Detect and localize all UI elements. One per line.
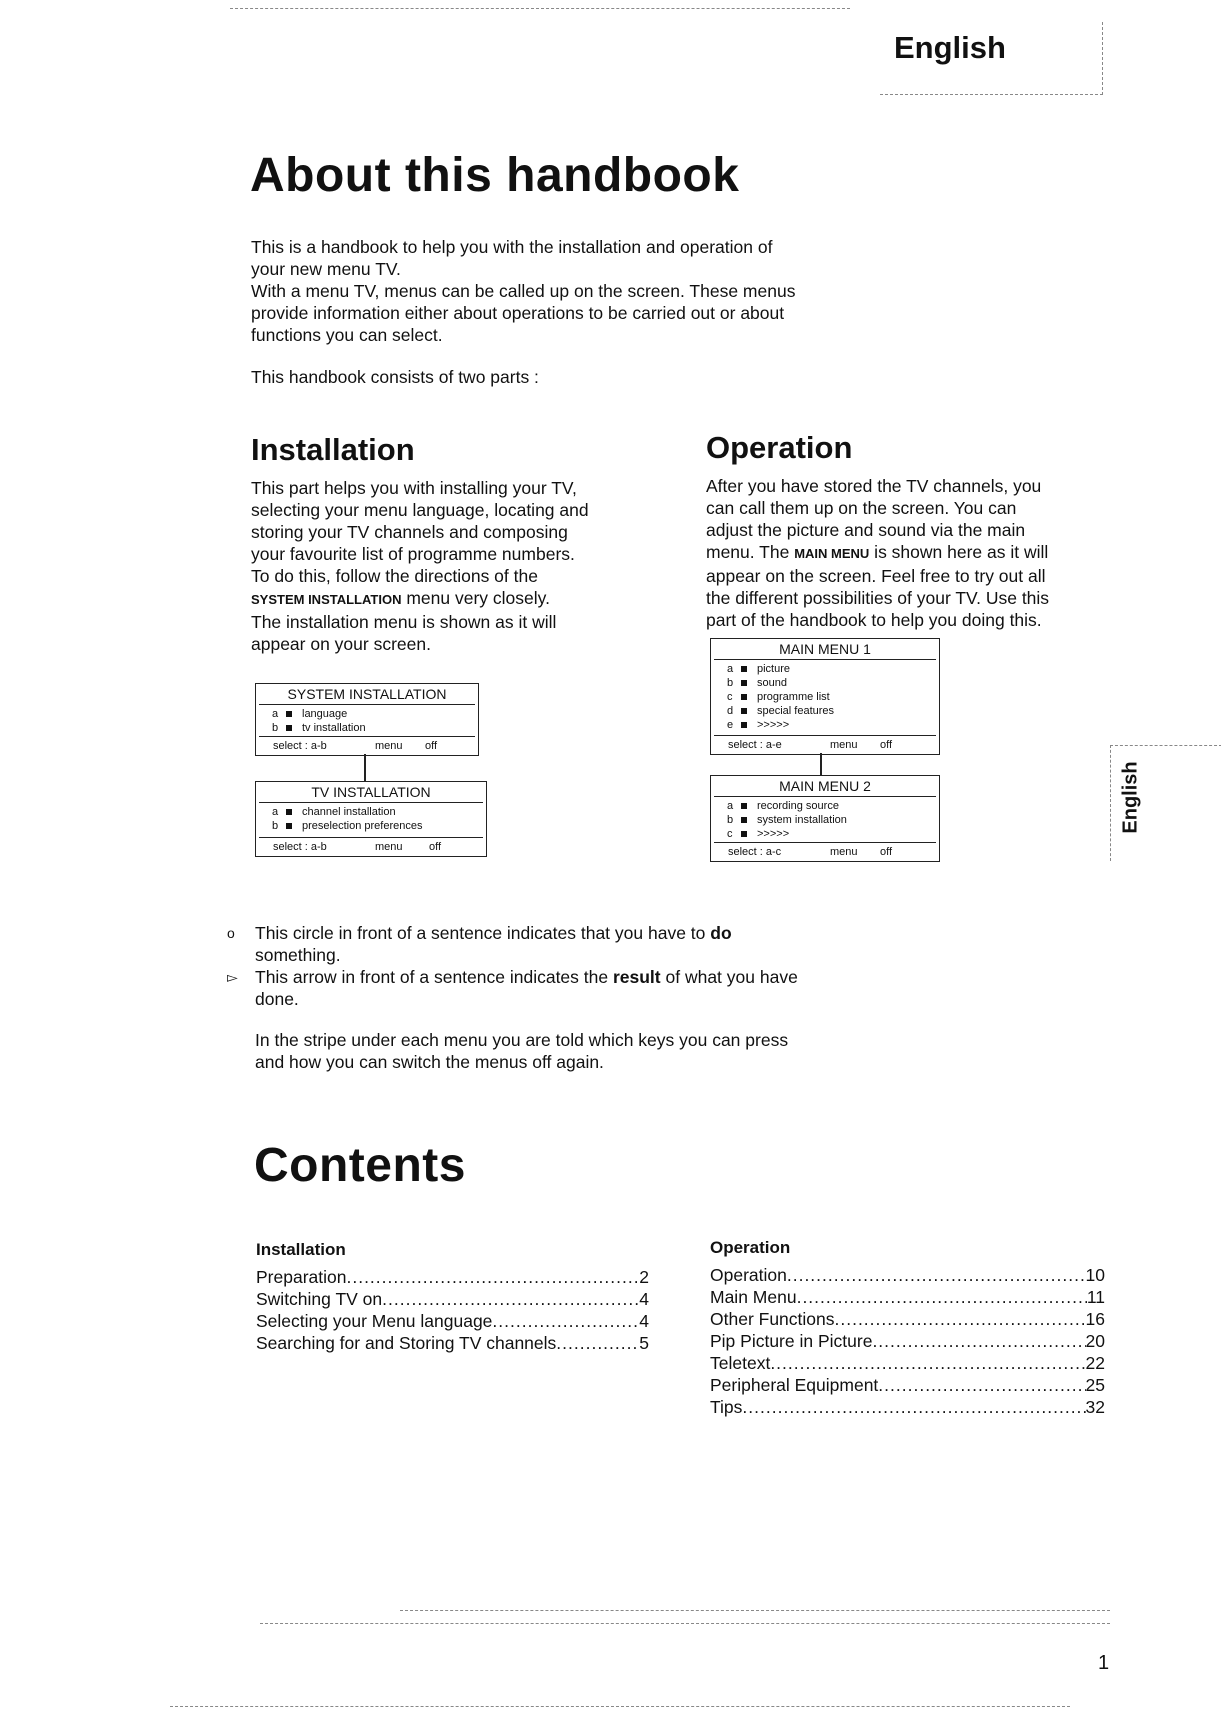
- menu-item-programme-list: c programme list: [727, 691, 830, 703]
- toc-entry[interactable]: Peripheral Equipment ..... 25: [710, 1374, 1105, 1396]
- smallcaps-suffix: menu very closely.: [401, 588, 550, 608]
- menu-item-system-installation: b system installation: [727, 814, 847, 826]
- operation-heading: Operation: [706, 430, 853, 465]
- toc-entry[interactable]: Pip Picture in Picture ..... 20: [710, 1330, 1105, 1352]
- bullet-square-icon: [286, 725, 292, 731]
- menu-footer: select : a-c menu off: [714, 842, 936, 861]
- bullet-square-icon: [741, 803, 747, 809]
- menu-item-recording-source: a recording source: [727, 800, 839, 812]
- installation-heading: Installation: [251, 432, 415, 467]
- contents-title: Contents: [254, 1139, 466, 1192]
- menu-item-tv-installation: b tv installation: [272, 722, 366, 734]
- system-installation-menu: [255, 683, 479, 756]
- language-tab-label: English: [894, 30, 1006, 65]
- main-menu-2: [710, 775, 940, 862]
- toc-entry[interactable]: Selecting your Menu language ..... 4: [256, 1310, 649, 1332]
- menu-title: TV INSTALLATION: [259, 782, 483, 803]
- installation-line: This part helps you with installing your TV,: [251, 478, 577, 498]
- side-language-tab: [1110, 745, 1221, 861]
- menu-title: SYSTEM INSTALLATION: [259, 684, 475, 705]
- scan-dash-line: [400, 1610, 1110, 1611]
- installation-line: appear on your screen.: [251, 634, 431, 654]
- intro-line: This is a handbook to help you with the installation and operation of: [251, 237, 773, 257]
- language-tab: [880, 22, 1103, 95]
- intro-line: With a menu TV, menus can be called up on the screen. These menus: [251, 281, 796, 301]
- bullet-square-icon: [741, 831, 747, 837]
- menu-prefix: menu. The: [706, 542, 795, 562]
- operation-line: the different possibilities of your TV. Use this: [706, 588, 1050, 608]
- menu-footer: select : a-e menu off: [714, 735, 936, 754]
- menu-title: MAIN MENU 1: [714, 639, 936, 660]
- side-language-label: English: [1119, 761, 1142, 834]
- system-installation-term: SYSTEM INSTALLATION: [251, 592, 402, 607]
- operation-line: After you have stored the TV channels, you: [706, 476, 1042, 496]
- main-menu-1: [710, 638, 940, 755]
- menu-item-next: e >>>>>: [727, 719, 790, 731]
- circle-note: o This circle in front of a sentence indicates that you have to do something.: [227, 923, 732, 965]
- scan-dash-line: [230, 8, 850, 9]
- bullet-square-icon: [741, 694, 747, 700]
- page-number: 1: [1098, 1652, 1110, 1674]
- menu-suffix: is shown here as it will: [869, 542, 1049, 562]
- menu-connector: [364, 754, 366, 781]
- bullet-square-icon: [741, 722, 747, 728]
- arrow-note: ▻ This arrow in front of a sentence indicates the result of what you have done.: [227, 967, 798, 1009]
- bullet-square-icon: [741, 817, 747, 823]
- scan-dash-line: [260, 1623, 1110, 1624]
- operation-line-smallcaps: [706, 541, 1126, 565]
- menu-connector: [820, 753, 822, 775]
- circle-icon: o: [227, 925, 235, 941]
- bullet-square-icon: [741, 708, 747, 714]
- menu-footer: select : a-b menu off: [259, 736, 475, 755]
- scan-dash-line: [170, 1706, 1070, 1707]
- installation-line: your favourite list of programme numbers.: [251, 544, 575, 564]
- toc-entry[interactable]: Preparation ..... 2: [256, 1266, 649, 1288]
- menu-item-channel-installation: a channel installation: [272, 806, 396, 818]
- menu-title: MAIN MENU 2: [714, 776, 936, 797]
- intro-paragraph: [251, 236, 901, 346]
- bullet-square-icon: [741, 680, 747, 686]
- toc-entry[interactable]: Other Functions ..... 16: [710, 1308, 1105, 1330]
- operation-line: part of the handbook to help you doing this.: [706, 610, 1042, 630]
- parts-line: This handbook consists of two parts :: [251, 367, 539, 387]
- toc-entry[interactable]: Operation ..... 10: [710, 1264, 1105, 1286]
- main-menu-term: MAIN MENU: [794, 546, 870, 561]
- installation-line: The installation menu is shown as it will: [251, 612, 557, 632]
- installation-line-smallcaps: [251, 587, 651, 611]
- toc-entry[interactable]: Searching for and Storing TV channels ..... 5: [256, 1332, 649, 1354]
- installation-line: To do this, follow the directions of the: [251, 566, 538, 586]
- tv-installation-menu: [255, 781, 487, 857]
- menu-item-special-features: d special features: [727, 705, 835, 717]
- toc-entry[interactable]: Switching TV on ..... 4: [256, 1288, 649, 1310]
- menu-item-preselection-preferences: b preselection preferences: [272, 820, 423, 832]
- operation-line: adjust the picture and sound via the main: [706, 520, 1026, 540]
- bullet-square-icon: [741, 666, 747, 672]
- page-title: About this handbook: [250, 149, 740, 202]
- menu-item-language: a language: [272, 708, 348, 720]
- toc-entry[interactable]: Teletext ..... 22: [710, 1352, 1105, 1374]
- installation-line: storing your TV channels and composing: [251, 522, 568, 542]
- intro-line: your new menu TV.: [251, 259, 401, 279]
- intro-line: provide information either about operations to be carried out or about: [251, 303, 785, 323]
- operation-line: can call them up on the screen. You can: [706, 498, 1017, 518]
- toc-entry[interactable]: Main Menu ..... 11: [710, 1286, 1105, 1308]
- menu-item-sound: b sound: [727, 677, 787, 689]
- bullet-square-icon: [286, 711, 292, 717]
- installation-paragraph: [251, 477, 651, 655]
- arrow-right-icon: ▻: [227, 969, 238, 985]
- toc-entry[interactable]: Tips ..... 32: [710, 1396, 1105, 1418]
- contents-operation-list: [710, 1264, 1105, 1418]
- operation-line: appear on the screen. Feel free to try out all: [706, 566, 1046, 586]
- menu-item-next: c >>>>>: [727, 828, 790, 840]
- installation-line: selecting your menu language, locating and: [251, 500, 589, 520]
- bullet-square-icon: [286, 823, 292, 829]
- contents-installation-heading: Installation: [256, 1240, 346, 1259]
- menu-footer: select : a-b menu off: [259, 837, 483, 856]
- bullet-square-icon: [286, 809, 292, 815]
- intro-line: functions you can select.: [251, 325, 443, 345]
- menu-item-picture: a picture: [727, 663, 791, 675]
- operation-paragraph: [706, 475, 1126, 631]
- stripe-note: In the stripe under each menu you are told which keys you can press and how you can switch the menus off again.: [255, 1030, 789, 1072]
- contents-operation-heading: Operation: [710, 1238, 791, 1257]
- contents-installation-list: [256, 1266, 649, 1354]
